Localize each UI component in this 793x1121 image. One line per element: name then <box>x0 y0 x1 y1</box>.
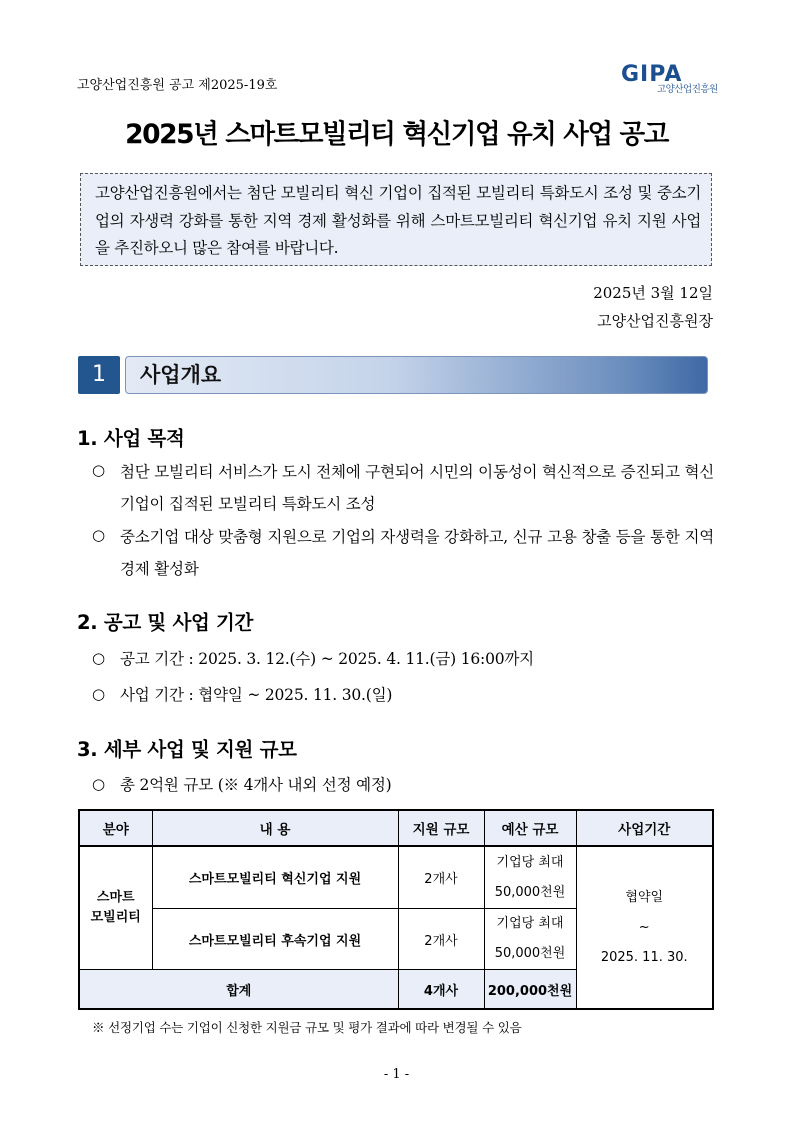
header-content: 내 용 <box>152 810 398 846</box>
notice-number: 고양산업진흥원 공고 제2025-19호 <box>77 78 278 93</box>
period-end: 2025. 11. 30. <box>600 949 688 965</box>
total-label: 합계 <box>79 970 398 1010</box>
page-number: - 1 - <box>383 1067 410 1082</box>
bullet-circle-icon: ○ <box>92 685 106 703</box>
scale-cell: 2개사 <box>398 846 484 909</box>
table-header-row <box>79 810 713 846</box>
list-item <box>92 649 714 671</box>
budget-amount: 50,000천원 <box>494 946 566 961</box>
budget-line: 기업당 최대 <box>496 916 564 931</box>
budget-cell <box>484 846 576 909</box>
total-scale: 4개사 <box>398 970 484 1010</box>
period-heading: 2. 공고 및 사업 기간 <box>77 611 254 634</box>
project-period: 사업 기간 : 협약일 ~ 2025. 11. 30.(일) <box>120 686 393 704</box>
period-start: 협약일 <box>625 889 664 905</box>
bullet-circle-icon: ○ <box>92 461 106 479</box>
issuer: 고양산업진흥원장 <box>597 312 713 330</box>
bullet-circle-icon: ○ <box>92 775 106 793</box>
list-item <box>92 775 714 797</box>
table-row <box>79 846 713 909</box>
total-budget: 200,000천원 <box>484 970 576 1010</box>
content-cell: 스마트모빌리티 후속기업 지원 <box>152 909 398 970</box>
purpose-heading: 1. 사업 목적 <box>77 427 185 450</box>
section-number: 1 <box>78 356 120 394</box>
support-table <box>78 809 714 1010</box>
content-cell: 스마트모빌리티 혁신기업 지원 <box>152 846 398 909</box>
details-heading: 3. 세부 사업 및 지원 규모 <box>77 738 297 761</box>
section-title: 사업개요 <box>140 363 222 387</box>
budget-summary: 총 2억원 규모 (※ 4개사 내외 선정 예정) <box>120 776 392 794</box>
bullet-circle-icon: ○ <box>92 649 106 667</box>
header-scale: 지원 규모 <box>398 810 484 846</box>
header-budget: 예산 규모 <box>484 810 576 846</box>
section-banner <box>125 356 708 394</box>
list-item <box>92 521 714 585</box>
budget-line: 기업당 최대 <box>496 854 564 870</box>
footnote: ※ 선정기업 수는 기업이 신청한 지원금 규모 및 평가 결과에 따라 변경될 수 있음 <box>92 1020 522 1035</box>
bullet-circle-icon: ○ <box>92 526 106 544</box>
purpose-item-2: 중소기업 대상 맞춤형 지원으로 기업의 자생력을 강화하고, 신규 고용 창출 등을 통한 지역 경제 활성화 <box>120 528 714 578</box>
purpose-item-1: 첨단 모빌리티 서비스가 도시 전체에 구현되어 시민의 이동성이 혁신적으로 증진되고 혁신기업이 집적된 모빌리티 특화도시 조성 <box>120 463 714 513</box>
scale-cell: 2개사 <box>398 909 484 970</box>
budget-amount: 50,000천원 <box>494 884 566 900</box>
field-cell: 스마트 모빌리티 <box>79 846 152 970</box>
budget-cell <box>484 909 576 970</box>
logo-text: 고양산업진흥원 <box>657 84 718 95</box>
header-period: 사업기간 <box>576 810 713 846</box>
period-tilde: ~ <box>638 919 650 935</box>
announcement-date: 2025년 3월 12일 <box>593 284 713 302</box>
list-item <box>92 456 714 520</box>
list-item <box>92 685 714 707</box>
period-cell <box>576 846 713 1009</box>
document-title: 2025년 스마트모빌리티 혁신기업 유치 사업 공고 <box>125 119 668 150</box>
organization-logo <box>621 62 731 96</box>
announcement-period: 공고 기간 : 2025. 3. 12.(수) ~ 2025. 4. 11.(금) 16:00까지 <box>120 650 534 668</box>
intro-text: 고양산업진흥원에서는 첨단 모빌리티 혁신 기업이 집적된 모빌리티 특화도시 조성 및 중소기업의 자생력 강화를 통한 지역 경제 활성화를 위해 스마트모빌리티 혁신기업 유치 지원 사업을 추진하오니 많은 참여를 바랍니다. <box>95 184 701 257</box>
intro-box <box>80 173 712 266</box>
header-field: 분야 <box>79 810 152 846</box>
logo-mark: GIPA <box>621 62 683 87</box>
